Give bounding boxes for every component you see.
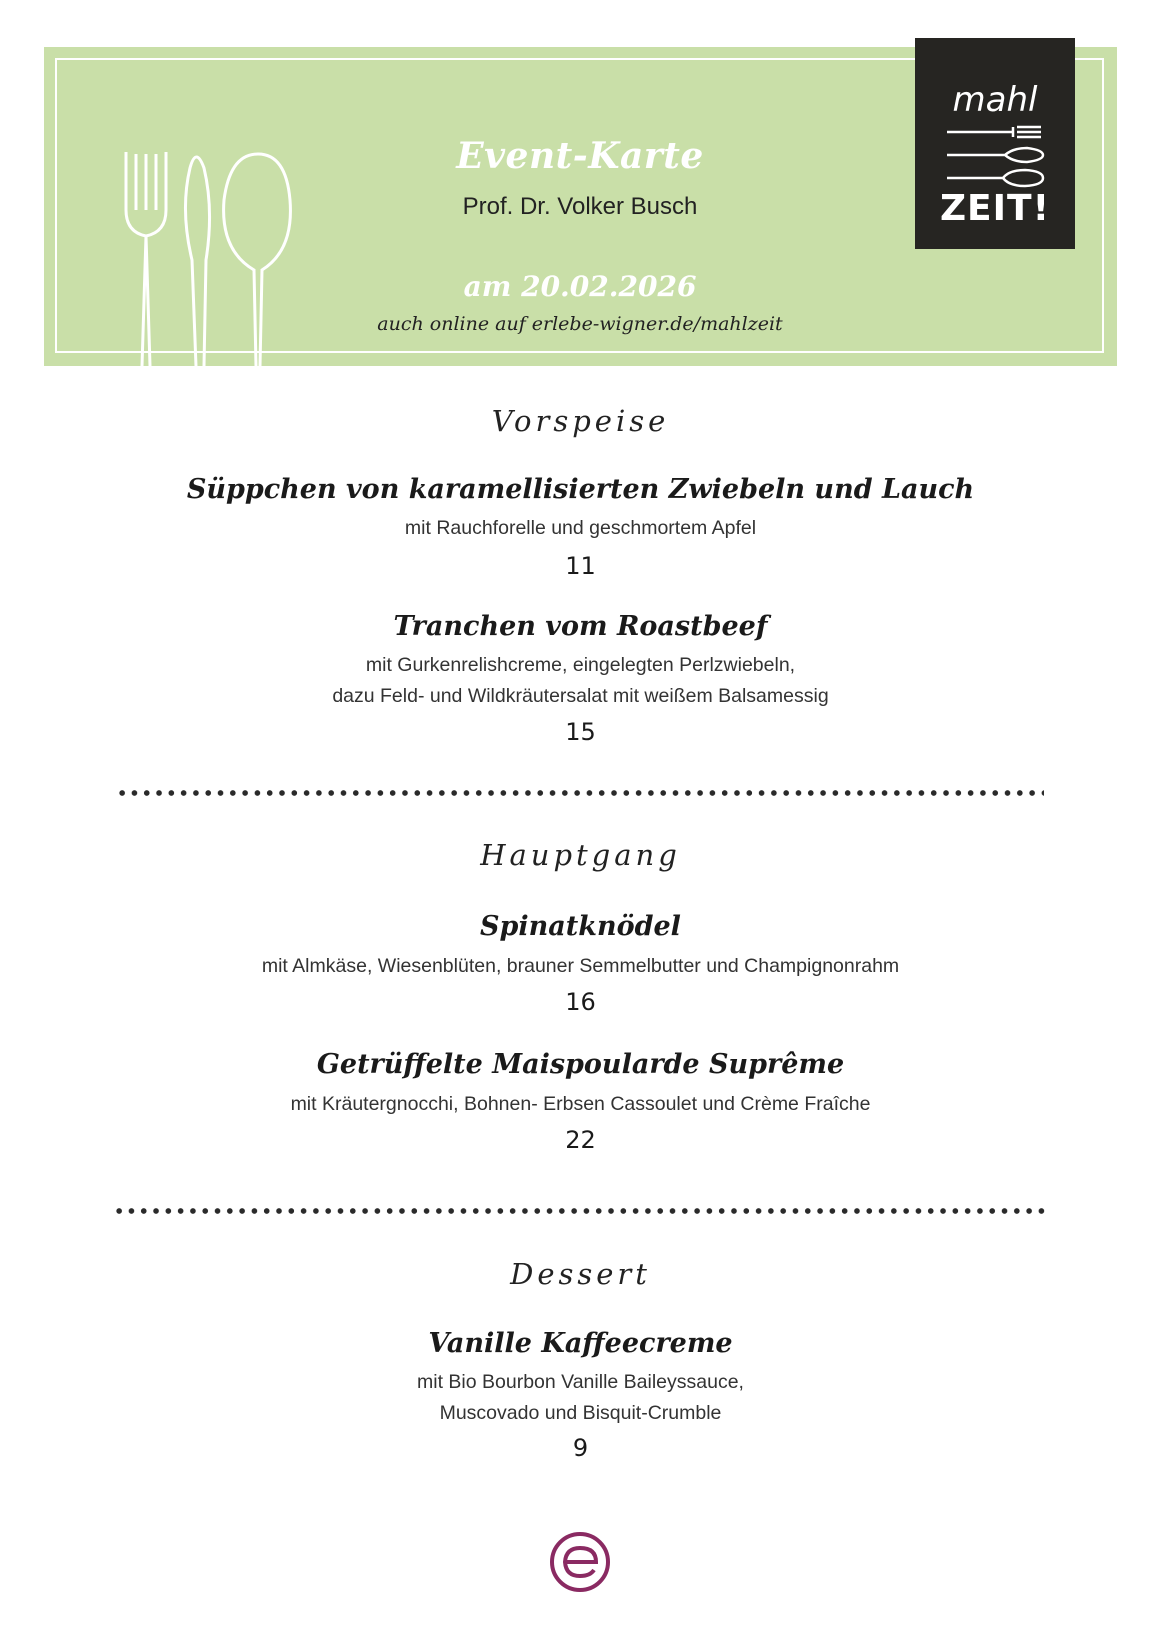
logo-bottom-text: ZEIT! xyxy=(939,188,1051,229)
dish-name: Vanille Kaffeecreme xyxy=(428,1328,733,1359)
dish-name: Süppchen von karamellisierten Zwiebeln und Lauch xyxy=(186,474,975,505)
dish-price: 16 xyxy=(565,988,596,1016)
section-title-dessert: Dessert xyxy=(510,1257,651,1291)
section-title-vorspeise: Vorspeise xyxy=(491,404,670,438)
cutlery-icon xyxy=(118,150,298,366)
mahlzeit-logo xyxy=(915,38,1075,249)
online-note: auch online auf erlebe-wigner.de/mahlzeit xyxy=(377,313,783,335)
logo-top-text: mahl xyxy=(952,80,1038,120)
logo-cutlery-icon xyxy=(943,124,1047,194)
speaker-name: Prof. Dr. Volker Busch xyxy=(462,193,698,220)
dish-description: mit Gurkenrelishcreme, eingelegten Perlzwiebeln, xyxy=(365,654,796,676)
event-title: Event-Karte xyxy=(456,135,704,177)
dish-description: dazu Feld- und Wildkräutersalat mit weißem Balsamessig xyxy=(332,685,829,707)
dish-description: mit Kräutergnocchi, Bohnen- Erbsen Cassoulet und Crème Fraîche xyxy=(290,1093,871,1115)
dish-price: 15 xyxy=(565,718,596,746)
dish-name: Tranchen vom Roastbeef xyxy=(393,611,768,642)
dotted-divider xyxy=(113,1208,1047,1214)
section-title-hauptgang: Hauptgang xyxy=(480,838,681,872)
dish-description: Muscovado und Bisquit-Crumble xyxy=(439,1402,722,1424)
dish-price: 11 xyxy=(565,552,596,580)
dish-name: Spinatknödel xyxy=(480,911,681,942)
dotted-divider xyxy=(116,790,1044,796)
dish-description: mit Rauchforelle und geschmortem Apfel xyxy=(404,517,757,539)
dish-price: 22 xyxy=(565,1126,596,1154)
dish-name: Getrüffelte Maispoularde Suprême xyxy=(316,1049,845,1080)
event-date: am 20.02.2026 xyxy=(463,270,697,303)
e-circle-logo-icon xyxy=(548,1530,612,1594)
dish-description: mit Bio Bourbon Vanille Baileyssauce, xyxy=(417,1371,744,1393)
dish-description: mit Almkäse, Wiesenblüten, brauner Semmelbutter und Champignonrahm xyxy=(261,955,900,977)
dish-price: 9 xyxy=(572,1434,589,1462)
